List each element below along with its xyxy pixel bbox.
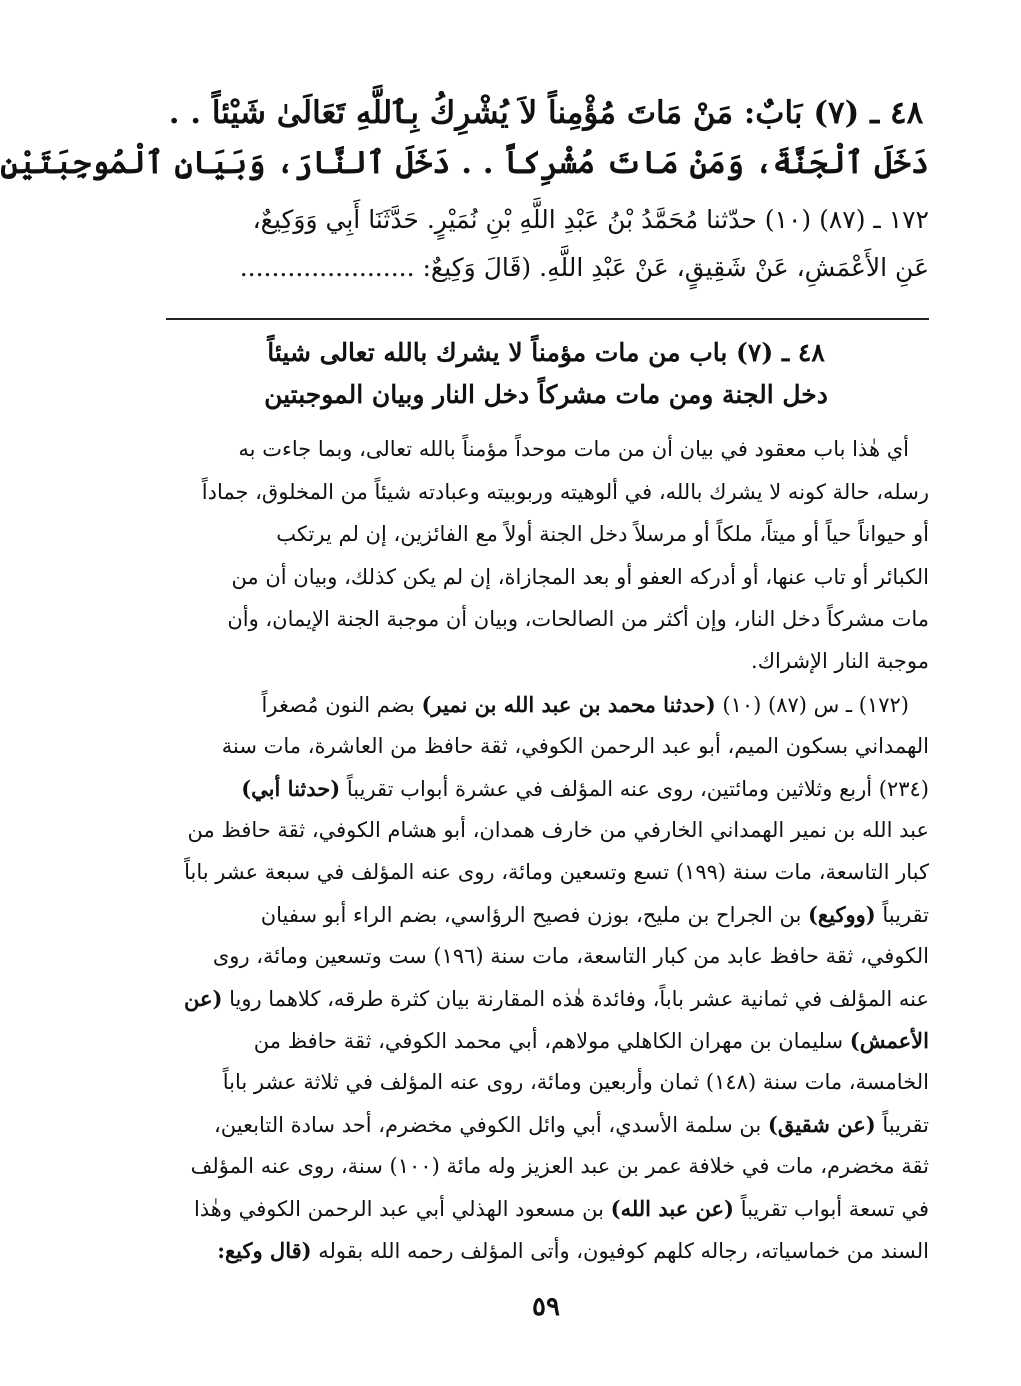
section-divider xyxy=(166,318,929,320)
commentary-heading-line-2: دخل الجنة ومن مات مشركاً دخل النار وبيان الموجبتين xyxy=(264,380,828,409)
paragraph-2-line-14 xyxy=(163,1238,929,1263)
paragraph-1-line-5: مات مشركاً دخل النار، وإن أكثر من الصالحات، وبيان أن موجبة الجنة الإيمان، وأن xyxy=(227,607,929,631)
hadith-text-line-2 xyxy=(163,253,929,282)
paragraph-1-line-3: أو حيواناً حياً أو ميتاً، ملكاً أو مرسلاً دخل الجنة أولاً مع الفائزين، إن لم يرتكب xyxy=(276,522,929,546)
text-segment: (٢٣٤) أربع وثلاثين ومائتين، روى عنه المؤلف في عشرة أبواب تقريباً xyxy=(346,777,929,801)
paragraph-1-line-4: الكبائر أو تاب عنها، أو أدركه العفو أو بعد المجازاة، إن لم يكن كذلك، وبيان أن من xyxy=(231,565,929,589)
paragraph-2-line-3 xyxy=(163,776,929,801)
narrator-ibn-numayr: (حدثنا محمد بن عبد الله بن نمير) xyxy=(421,692,716,717)
text-segment: عنه المؤلف في ثمانية عشر باباً، وفائدة هٰذه المقارنة بيان كثرة طرقه، كلاهما رويا xyxy=(229,987,929,1011)
commentary-heading-line-1: ٤٨ ـ (٧) باب من مات مؤمناً لا يشرك بالله تعالى شيئاً xyxy=(267,338,825,367)
chapter-heading-line-1: ٤٨ ـ (٧) بَابٌ: مَنْ مَاتَ مُؤْمِناً لاَ يُشْرِكُ بِٱللَّهِ تَعَالَىٰ شَيْئاً . . xyxy=(168,95,924,131)
text-segment: بن سلمة الأسدي، أبي وائل الكوفي مخضرم، أحد سادة التابعين، xyxy=(213,1113,762,1137)
hadith-number-ref: (١٧٢) ـ س (٨٧) (١٠) xyxy=(722,693,909,717)
hadith-text-line-2-words: عَنِ الأَعْمَشِ، عَنْ شَقِيقٍ، عَنْ عَبْدِ اللَّهِ. (قَالَ وَكِيعٌ: xyxy=(422,253,929,282)
paragraph-1-line-6: موجبة النار الإشراك. xyxy=(751,649,929,673)
narrator-amash-start: (عن xyxy=(183,986,223,1011)
qala-waki: (قال وكيع: xyxy=(217,1238,312,1263)
paragraph-2-line-6 xyxy=(163,902,929,927)
text-segment: تقريباً xyxy=(882,1113,929,1137)
paragraph-2-line-10: الخامسة، مات سنة (١٤٨) ثمان وأربعين ومائة، روى عنه المؤلف في ثلاثة عشر باباً xyxy=(222,1070,929,1094)
paragraph-2-line-9 xyxy=(163,1028,929,1053)
narrator-waki: (ووكيع) xyxy=(808,902,876,927)
narrator-shaqiq: (عن شقيق) xyxy=(767,1112,876,1137)
paragraph-2-line-12: ثقة مخضرم، مات في خلافة عمر بن عبد العزيز وله مائة (١٠٠) سنة، روى عنه المؤلف xyxy=(190,1154,929,1178)
paragraph-2-line-1 xyxy=(163,692,909,717)
paragraph-2-line-8 xyxy=(163,986,929,1011)
text-segment: بن الجراح بن مليح، بوزن فصيح الرؤاسي، بضم الراء أبو سفيان xyxy=(260,903,802,927)
paragraph-2-line-5: كبار التاسعة، مات سنة (١٩٩) تسع وتسعين ومائة، روى عنه المؤلف في سبعة عشر باباً xyxy=(184,860,929,884)
paragraph-1-line-2: رسله، حالة كونه لا يشرك بالله، في ألوهيته وربوبيته وعبادته شيئاً من المخلوق، جماداً xyxy=(201,480,929,504)
page-number: ٥٩ xyxy=(532,1292,560,1322)
narrator-abdullah: (عن عبد الله) xyxy=(610,1196,734,1221)
text-segment: في تسعة أبواب تقريباً xyxy=(740,1197,929,1221)
paragraph-1-line-1: أي هٰذا باب معقود في بيان أن من مات موحداً مؤمناً بالله تعالى، وبما جاءت به xyxy=(238,437,909,461)
paragraph-2-line-4: عبد الله بن نمير الهمداني الخارفي من خارف همدان، أبو هشام الكوفي، ثقة حافظ من xyxy=(187,818,929,842)
paragraph-2-line-13 xyxy=(163,1196,929,1221)
paragraph-2-line-2: الهمداني بسكون الميم، أبو عبد الرحمن الكوفي، ثقة حافظ من العاشرة، مات سنة xyxy=(221,734,929,758)
text-segment: بن مسعود الهذلي أبي عبد الرحمن الكوفي وهٰذا xyxy=(193,1197,604,1221)
hadith-text-line-1: ١٧٢ ـ (٨٧) (١٠) حدّثنا مُحَمَّدُ بْنُ عَبْدِ اللَّهِ بْنِ نُمَيْرٍ. حَدَّثَنَا أَبِي وَوَكِيعٌ، xyxy=(252,205,929,234)
hadith-ellipsis: ...................... xyxy=(239,253,415,282)
text-segment: السند من خماسياته، رجاله كلهم كوفيون، وأتى المؤلف رحمه الله بقوله xyxy=(318,1239,929,1263)
text-segment: بضم النون مُصغراً xyxy=(261,693,415,717)
text-segment: تقريباً xyxy=(882,903,929,927)
text-segment: سليمان بن مهران الكاهلي مولاهم، أبي محمد الكوفي، ثقة حافظ من xyxy=(253,1029,844,1053)
chapter-heading-line-2: دَخَلَ ٱلْجَنَّةَ، وَمَنْ مَاتَ مُشْرِكاً . . دَخَلَ ٱلنَّارَ، وَبَيَانِ ٱلْمُوجِبَتَيْنِ xyxy=(0,145,929,181)
paragraph-2-line-11 xyxy=(163,1112,929,1137)
narrator-abi: (حدثنا أبي) xyxy=(241,776,341,801)
narrator-amash-end: الأعمش) xyxy=(849,1028,929,1053)
paragraph-2-line-7: الكوفي، ثقة حافظ عابد من كبار التاسعة، مات سنة (١٩٦) ست وتسعين ومائة، روى xyxy=(212,944,929,968)
